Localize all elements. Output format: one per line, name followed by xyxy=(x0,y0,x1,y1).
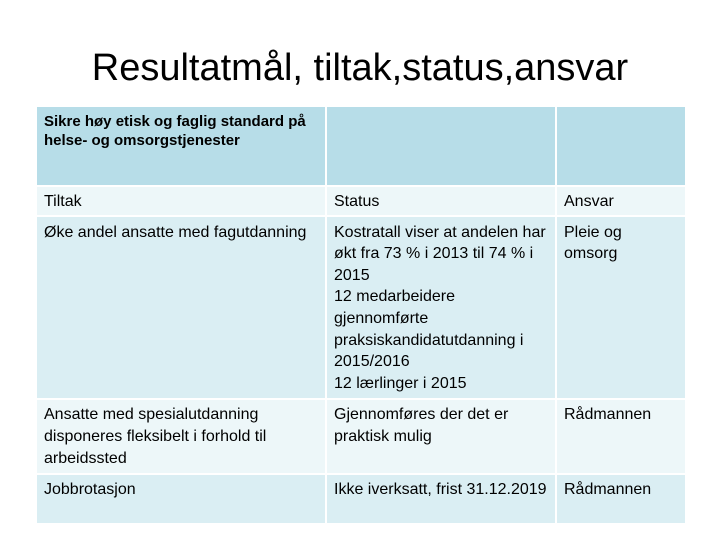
results-table xyxy=(35,105,687,525)
goal-header-cell: Sikre høy etisk og faglig standard på helse- og omsorgstjenester xyxy=(36,106,326,186)
column-label-row xyxy=(36,186,686,216)
results-table-container xyxy=(35,105,685,525)
tiltak-cell: Ansatte med spesialutdanning disponeres fleksibelt i forhold til arbeidssted xyxy=(36,399,326,474)
status-cell xyxy=(326,216,556,400)
table-row xyxy=(36,399,686,474)
slide-title: Resultatmål, tiltak,status,ansvar xyxy=(91,47,629,89)
status-line: Kostratall viser at andelen har økt fra 73 % i 2013 til 74 % i 2015 xyxy=(334,223,546,284)
tiltak-cell: Øke andel ansatte med fagutdanning xyxy=(36,216,326,400)
empty-header-cell xyxy=(326,106,556,186)
table-row xyxy=(36,474,686,524)
tiltak-cell: Jobbrotasjon xyxy=(36,474,326,524)
ansvar-cell: Rådmannen xyxy=(556,399,686,474)
ansvar-cell: Rådmannen xyxy=(556,474,686,524)
status-line: Gjennomføres der det er praktisk mulig xyxy=(334,406,509,445)
column-label-status: Status xyxy=(326,186,556,216)
status-cell xyxy=(326,474,556,524)
empty-header-cell xyxy=(556,106,686,186)
status-line: Ikke iverksatt, frist 31.12.2019 xyxy=(334,481,547,499)
status-cell xyxy=(326,399,556,474)
goal-header-row xyxy=(36,106,686,186)
table-row xyxy=(36,216,686,400)
ansvar-cell: Pleie og omsorg xyxy=(556,216,686,400)
status-line: 12 lærlinger i 2015 xyxy=(334,374,467,392)
column-label-tiltak: Tiltak xyxy=(36,186,326,216)
column-label-ansvar: Ansvar xyxy=(556,186,686,216)
status-line: 12 medarbeidere gjennomførte praksiskandidatutdanning i 2015/2016 xyxy=(334,288,524,371)
